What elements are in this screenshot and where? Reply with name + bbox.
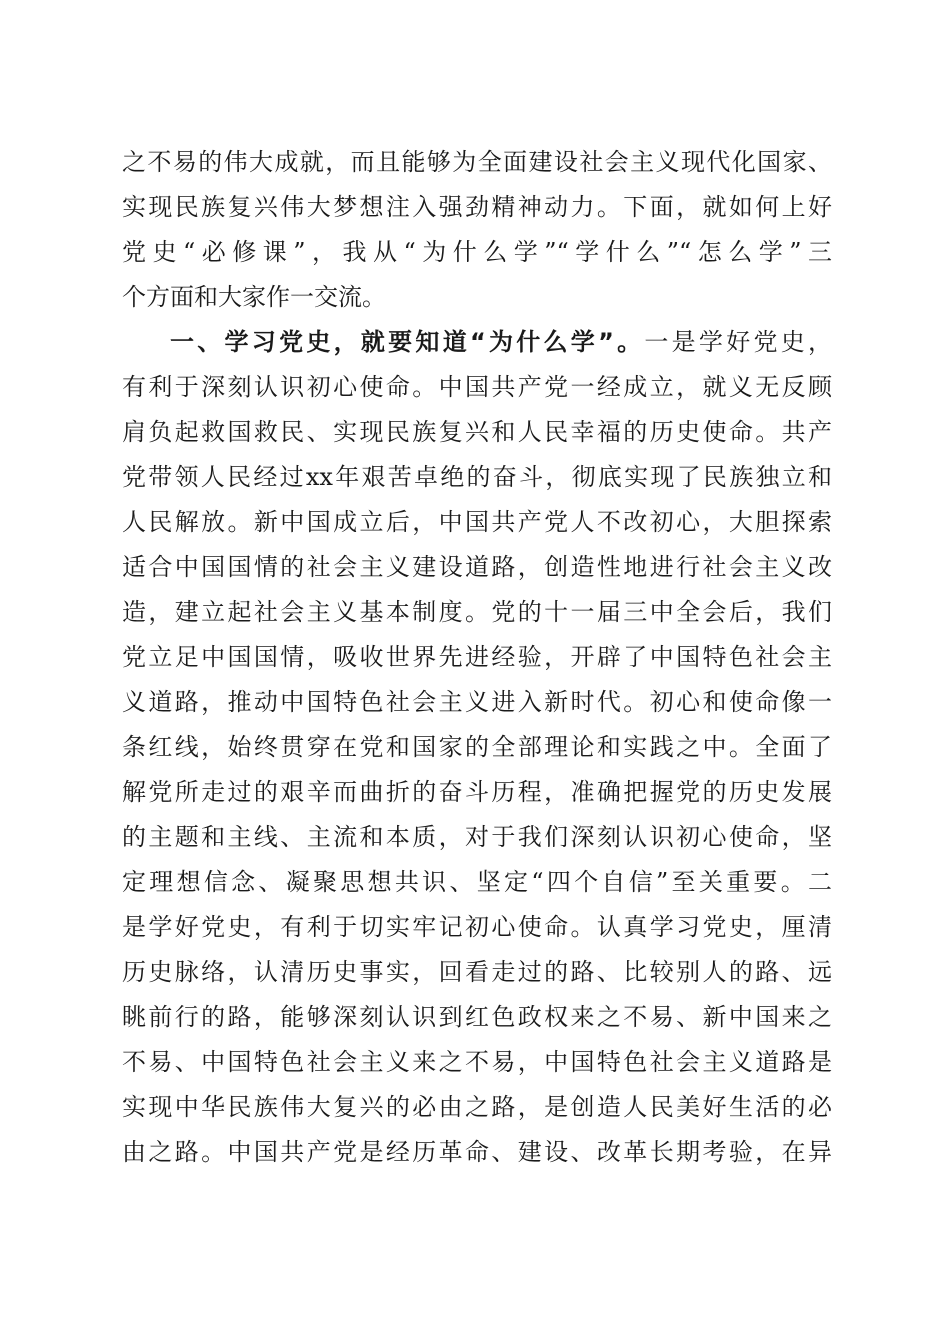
section-one-line-10: 解党所走过的艰辛而曲折的奋斗历程，准确把握党的历史发展 xyxy=(122,778,832,806)
section-one-line-5: 适合中国国情的社会主义建设道路，创造性地进行社会主义改 xyxy=(122,553,832,581)
section-one-line-16: 不易、中国特色社会主义来之不易，中国特色社会主义道路是 xyxy=(122,1048,832,1076)
section-one-first-line-rest: 一是学好党史， xyxy=(644,328,833,356)
section-one-line-2: 肩负起救国救民、实现民族复兴和人民幸福的历史使命。共产 xyxy=(122,418,832,446)
intro-line-3: 党史“必修课”，我从“为什么学”“学什么”“怎么学”三 xyxy=(122,238,832,266)
section-one-line-3: 党带领人民经过xx年艰苦卓绝的奋斗，彻底实现了民族独立和 xyxy=(122,463,832,491)
intro-line-2: 实现民族复兴伟大梦想注入强劲精神动力。下面，就如何上好 xyxy=(122,193,832,221)
section-one-line-4: 人民解放。新中国成立后，中国共产党人不改初心，大胆探索 xyxy=(122,508,832,536)
section-one-line-17: 实现中华民族伟大复兴的必由之路，是创造人民美好生活的必 xyxy=(122,1093,832,1121)
intro-line-4: 个方面和大家作一交流。 xyxy=(122,283,386,311)
section-one-line-12: 定理想信念、凝聚思想共识、坚定“四个自信”至关重要。二 xyxy=(122,868,832,896)
section-one-line-15: 眺前行的路，能够深刻认识到红色政权来之不易、新中国来之 xyxy=(122,1003,832,1031)
section-one-line-8: 义道路，推动中国特色社会主义进入新时代。初心和使命像一 xyxy=(122,688,832,716)
section-one-line-11: 的主题和主线、主流和本质，对于我们深刻认识初心使命，坚 xyxy=(122,823,832,851)
section-one-line-9: 条红线，始终贯穿在党和国家的全部理论和实践之中。全面了 xyxy=(122,733,832,761)
section-one-heading: 一、学习党史，就要知道“为什么学”。 xyxy=(170,328,645,356)
section-one-line-7: 党立足中国国情，吸收世界先进经验，开辟了中国特色社会主 xyxy=(122,643,832,671)
section-one-line-14: 历史脉络，认清历史事实，回看走过的路、比较别人的路、远 xyxy=(122,958,832,986)
intro-line-1: 之不易的伟大成就，而且能够为全面建设社会主义现代化国家、 xyxy=(122,148,832,176)
section-one-line-18: 由之路。中国共产党是经历革命、建设、改革长期考验，在异 xyxy=(122,1138,832,1166)
section-one-first-line xyxy=(170,323,832,361)
section-one-line-1: 有利于深刻认识初心使命。中国共产党一经成立，就义无反顾 xyxy=(122,373,832,401)
section-one-line-13: 是学好党史，有利于切实牢记初心使命。认真学习党史，厘清 xyxy=(122,913,832,941)
section-one-line-6: 造，建立起社会主义基本制度。党的十一届三中全会后，我们 xyxy=(122,598,832,626)
